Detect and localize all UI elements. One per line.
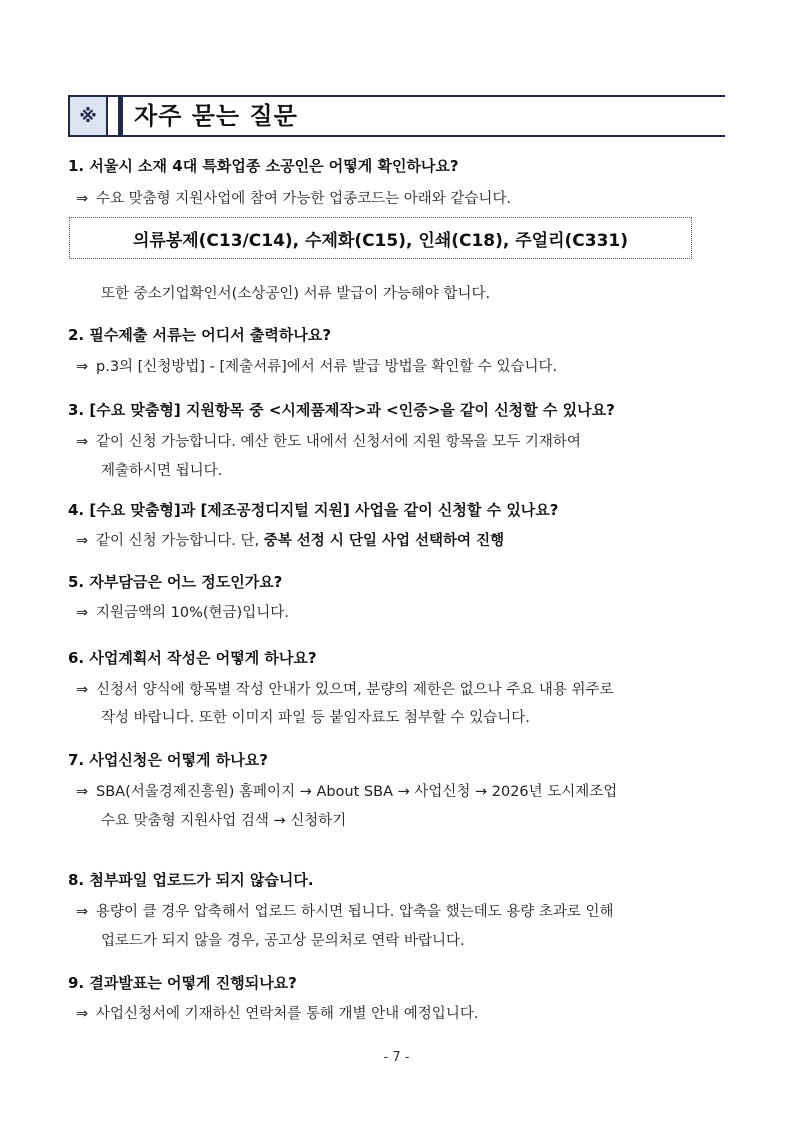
arrow-icon: ⇒ <box>76 434 89 450</box>
faq-answer-1-text: 수요 맞춤형 지원사업에 참여 가능한 업종코드는 아래와 같습니다. <box>96 191 512 207</box>
reference-mark-icon: ※ <box>68 95 108 137</box>
faq-answer-4-text: 같이 신청 가능합니다. 단, <box>96 533 264 549</box>
faq-answer-6-cont: 작성 바랍니다. 또한 이미지 파일 등 붙임자료도 첨부할 수 있습니다. <box>101 710 530 726</box>
faq-answer-7-cont: 수요 맞춤형 지원사업 검색 → 신청하기 <box>101 813 347 829</box>
page-title: 자주 묻는 질문 <box>134 102 298 130</box>
faq-answer-6-text: 신청서 양식에 항목별 작성 안내가 있으며, 분량의 제한은 없으나 주요 내용 위주로 <box>96 682 614 698</box>
faq-answer-6 <box>76 678 614 699</box>
faq-question-8: 8. 첨부파일 업로드가 되지 않습니다. <box>68 871 314 889</box>
faq-answer-4-emphasis: 중복 선정 시 단일 사업 선택하여 진행 <box>263 533 505 549</box>
faq-answer-2-text: p.3의 [신청방법] - [제출서류]에서 서류 발급 방법을 확인할 수 있습니다. <box>96 359 558 375</box>
faq-answer-8 <box>76 900 614 921</box>
arrow-icon: ⇒ <box>76 605 89 621</box>
faq-question-2: 2. 필수제출 서류는 어디서 출력하나요? <box>68 326 332 344</box>
faq-answer-9-text: 사업신청서에 기재하신 연락처를 통해 개별 안내 예정입니다. <box>96 1006 479 1022</box>
header-divider <box>118 95 123 137</box>
faq-answer-3-cont: 제출하시면 됩니다. <box>101 463 223 479</box>
faq-answer-9 <box>76 1002 478 1023</box>
faq-answer-3-text: 같이 신청 가능합니다. 예산 한도 내에서 신청서에 지원 항목을 모두 기재하여 <box>96 434 581 450</box>
section-header <box>68 95 725 137</box>
arrow-icon: ⇒ <box>76 359 89 375</box>
faq-question-7: 7. 사업신청은 어떻게 하나요? <box>68 751 268 769</box>
faq-answer-3 <box>76 430 581 451</box>
faq-answer-7-text: SBA(서울경제진흥원) 홈페이지 → About SBA → 사업신청 → 2026년 도시제조업 <box>96 784 618 800</box>
faq-question-6: 6. 사업계획서 작성은 어떻게 하나요? <box>68 649 317 667</box>
faq-question-4: 4. [수요 맞춤형]과 [제조공정디지털 지원] 사업을 같이 신청할 수 있나요? <box>68 501 559 519</box>
faq-answer-2 <box>76 355 557 376</box>
arrow-icon: ⇒ <box>76 191 89 207</box>
faq-question-5: 5. 자부담금은 어느 정도인가요? <box>68 573 283 591</box>
page-number: - 7 - <box>383 1050 410 1065</box>
faq-answer-1-note: 또한 중소기업확인서(소상공인) 서류 발급이 가능해야 합니다. <box>101 286 491 302</box>
arrow-icon: ⇒ <box>76 682 89 698</box>
arrow-icon: ⇒ <box>76 533 89 549</box>
faq-question-3: 3. [수요 맞춤형] 지원항목 중 <시제품제작>과 <인증>을 같이 신청할 수 있나요? <box>68 401 615 419</box>
faq-answer-4 <box>76 529 504 550</box>
faq-question-9: 9. 결과발표는 어떻게 진행되나요? <box>68 974 297 992</box>
arrow-icon: ⇒ <box>76 784 89 800</box>
arrow-icon: ⇒ <box>76 904 89 920</box>
faq-answer-7 <box>76 780 617 801</box>
faq-answer-8-cont: 업로드가 되지 않을 경우, 공고상 문의처로 연락 바랍니다. <box>101 933 465 949</box>
faq-question-1: 1. 서울시 소재 4대 특화업종 소공인은 어떻게 확인하나요? <box>68 157 459 175</box>
faq-answer-5 <box>76 601 289 622</box>
faq-answer-8-text: 용량이 클 경우 압축해서 업로드 하시면 됩니다. 압축을 했는데도 용량 초과로 인해 <box>96 904 614 920</box>
faq-answer-1 <box>76 187 511 208</box>
industry-codes-box: 의류봉제(C13/C14), 수제화(C15), 인쇄(C18), 주얼리(C331) <box>69 217 692 259</box>
faq-answer-5-text: 지원금액의 10%(현금)입니다. <box>96 605 289 621</box>
arrow-icon: ⇒ <box>76 1006 89 1022</box>
